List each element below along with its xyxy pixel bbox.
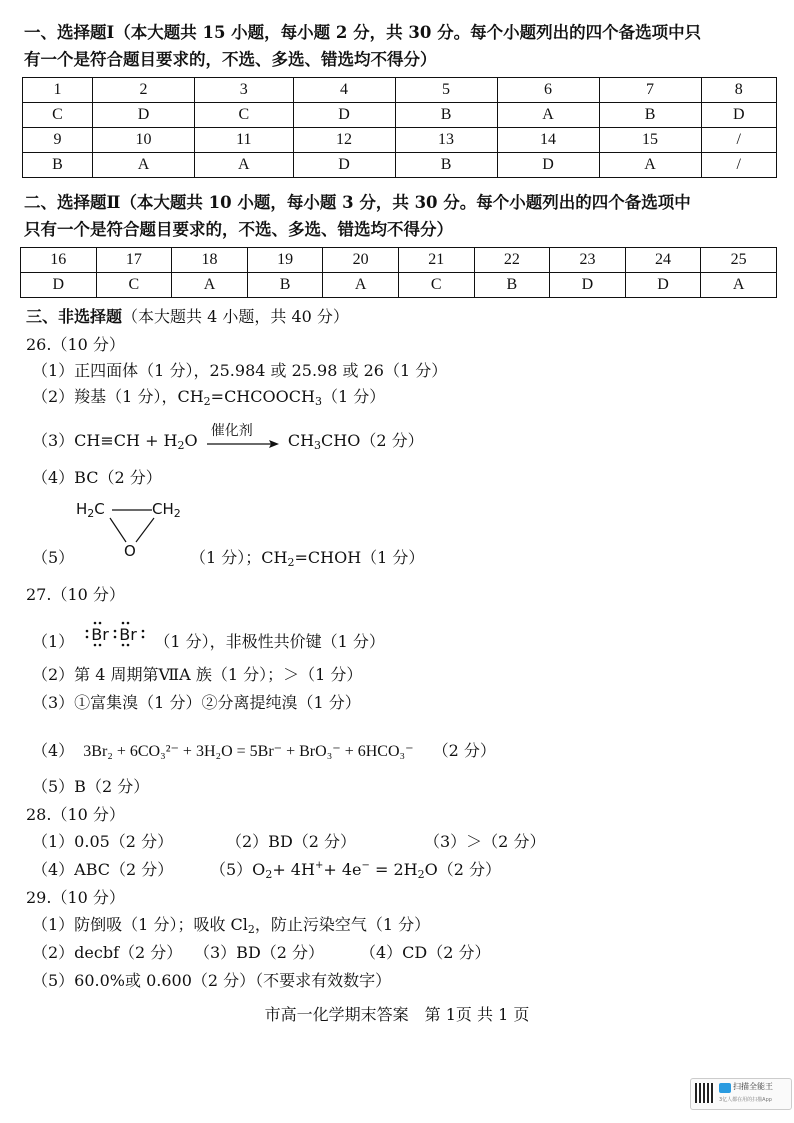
q26-a3-o: O (184, 431, 198, 450)
cs-logo-icon (719, 1083, 731, 1093)
q26-a2-sub2: 3 (314, 395, 322, 408)
q28-head: 28.（10 分） (26, 805, 125, 824)
table-cell: 25 (701, 248, 777, 273)
table-cell: D (497, 153, 599, 178)
epoxide-structure (74, 498, 194, 562)
q26-a2-sub: 2 (203, 395, 211, 408)
table-cell: 10 (93, 128, 195, 153)
table-cell: / (701, 128, 776, 153)
section1-title-line1: 一、选择题Ⅰ（本大题共 15 小题，每小题 2 分，共 30 分。每个小题列出的四个备选项中只 (24, 23, 702, 42)
answer-table-1 (22, 77, 777, 178)
table-cell: C (398, 273, 474, 298)
table-cell: A (93, 153, 195, 178)
table-cell: B (247, 273, 323, 298)
table-cell: 2 (93, 78, 195, 103)
q26-head: 26.（10 分） (26, 335, 125, 354)
table-cell: 3 (195, 78, 293, 103)
table-cell: B (395, 153, 497, 178)
table-cell: A (497, 103, 599, 128)
q26-a2-post: （1 分） (321, 387, 386, 406)
table-cell: 7 (599, 78, 701, 103)
section3-title-note: （本大题共 4 小题，共 40 分） (122, 307, 349, 326)
table-cell: 22 (474, 248, 550, 273)
lewis-dots-icon (79, 621, 149, 647)
table-cell: A (323, 273, 399, 298)
badge-subtitle: 3亿人都在用的扫描App (719, 1097, 772, 1103)
table-cell: D (21, 273, 97, 298)
table-row (23, 153, 777, 178)
table-cell: D (293, 153, 395, 178)
table-cell: A (195, 153, 293, 178)
table-cell: B (395, 103, 497, 128)
q29-answer-4: （4）CD（2 分） (360, 943, 491, 962)
q28-answer-3: （3）＞（2 分） (424, 832, 546, 851)
q27-head: 27.（10 分） (26, 585, 125, 604)
epoxide-ch2: $CH_2$ (152, 500, 181, 520)
q29-answer-2: （2）decbf（2 分） (32, 943, 183, 962)
table-cell: C (195, 103, 293, 128)
q26-answer-1: （1）正四面体（1 分），25.984 或 25.98 或 26（1 分） (32, 361, 448, 380)
q26-answer-4: （4）BC（2 分） (32, 468, 162, 487)
section3-title (26, 304, 349, 327)
catalyst-label: 催化剂 (210, 422, 253, 439)
table-cell: D (550, 273, 626, 298)
table-row (23, 128, 777, 153)
section1-title-line2: 有一个是符合题目要求的，不选、多选、错选均不得分） (24, 50, 437, 69)
q27-answer-5: （5）B（2 分） (32, 777, 150, 796)
q29-answer-5: （5）60.0%或 0.600（2 分）（不要求有效数字） (32, 971, 392, 990)
table-cell: C (23, 103, 93, 128)
table-cell: B (599, 103, 701, 128)
page-footer: 市高一化学期末答案 第 1页 共 1 页 (264, 1005, 530, 1024)
table-cell: A (701, 273, 777, 298)
table-row (23, 78, 777, 103)
q28-answer-5: $(5)O_2+ 4H^++ 4e^- = 2H_2O(2$ 分） (210, 860, 501, 881)
q28-answer-1: （1）0.05（2 分） (32, 832, 174, 851)
table-cell: 20 (323, 248, 399, 273)
reaction-arrow (205, 422, 281, 452)
section2-title-line2: 只有一个是符合题目要求的，不选、多选、错选均不得分） (24, 220, 453, 239)
table-cell: 5 (395, 78, 497, 103)
table-cell: 23 (550, 248, 626, 273)
section2-title-line1: 二、选择题Ⅱ（本大题共 10 小题，每小题 3 分，共 30 分。每个小题列出的四个备选项中 (24, 193, 691, 212)
table-cell: D (701, 103, 776, 128)
table-cell: 9 (23, 128, 93, 153)
table-cell: 19 (247, 248, 323, 273)
table-cell: 12 (293, 128, 395, 153)
q27-answer-4: （4） 3Br₂ + 6CO₃²⁻ + 3H₂O = 5Br⁻ + BrO₃⁻ + 6HCO₃⁻ （2 分） (32, 741, 496, 760)
table-row (21, 248, 777, 273)
table-cell: 24 (625, 248, 701, 273)
table-cell: B (474, 273, 550, 298)
table-cell: C (96, 273, 172, 298)
table-cell: 14 (497, 128, 599, 153)
table-cell: / (701, 153, 776, 178)
table-cell: 13 (395, 128, 497, 153)
table-cell: 4 (293, 78, 395, 103)
table-cell: 18 (172, 248, 248, 273)
q29-head: 29.（10 分） (26, 888, 125, 907)
epoxide-o: O (124, 542, 136, 560)
answer-table-2 (20, 247, 777, 298)
q28-answer-2: （2）BD（2 分） (226, 832, 357, 851)
epoxide-h2c: $H_2C$ (76, 500, 105, 520)
q29-answer-1: （1）防倒吸（1 分）；吸收 $Cl_2$，防止污染空气（1 分） (32, 915, 431, 936)
table-cell: 17 (96, 248, 172, 273)
q26-answer-3 (32, 422, 424, 452)
arrow-icon (205, 432, 281, 452)
table-cell: D (93, 103, 195, 128)
q26-answer-5: （1 分）；$CH_2=CHOH(1$ 分） (190, 548, 425, 569)
q26-a3-prod-sub: 3 (314, 439, 322, 452)
q26-a3-sub: 2 (177, 439, 185, 452)
table-cell: 1 (23, 78, 93, 103)
scanner-badge (690, 1078, 792, 1110)
q26-a3-prod: CH (287, 431, 315, 450)
table-cell: D (625, 273, 701, 298)
q28-answer-4: （4）ABC（2 分） (32, 860, 174, 879)
table-cell: 15 (599, 128, 701, 153)
table-row (23, 103, 777, 128)
table-cell: 6 (497, 78, 599, 103)
table-cell: A (599, 153, 701, 178)
table-row (21, 273, 777, 298)
q27-answer-1: （1） Br Br （1 分），非极性共价键（1 分） (32, 627, 385, 652)
q27-answer-2: （2）第 4 周期第ⅦA 族（1 分）；＞（1 分） (32, 665, 363, 684)
table-cell: A (172, 273, 248, 298)
q26-a3-pre: （3）CH≡CH + H (32, 431, 178, 450)
table-cell: 8 (701, 78, 776, 103)
epoxide-bonds (74, 498, 194, 562)
q27-answer-3: （3）①富集溴（1 分）②分离提纯溴（1 分） (32, 693, 361, 712)
q26-a2-pre: （2）羧基（1 分），CH (32, 387, 204, 406)
table-cell: B (23, 153, 93, 178)
section3-title-main: 三、非选择题 (26, 307, 123, 326)
bromine-equation: 3Br₂ + 6CO₃²⁻ + 3H₂O = 5Br⁻ + BrO₃⁻ + 6HCO₃⁻ (83, 743, 414, 760)
table-cell: D (293, 103, 395, 128)
table-cell: 21 (398, 248, 474, 273)
badge-title: 扫描全能王 (733, 1082, 773, 1091)
q26-answer-2 (32, 384, 385, 408)
q26-a2-mid: =CHCOOCH (210, 387, 315, 406)
table-cell: 16 (21, 248, 97, 273)
br2-lewis-structure: Br Br (79, 627, 149, 647)
table-cell: 11 (195, 128, 293, 153)
q26-answer-5-label: （5） (32, 548, 75, 567)
qr-code-icon (695, 1083, 715, 1103)
q29-answer-3: （3）BD（2 分） (194, 943, 325, 962)
q26-a3-prod2: CHO（2 分） (321, 431, 424, 450)
